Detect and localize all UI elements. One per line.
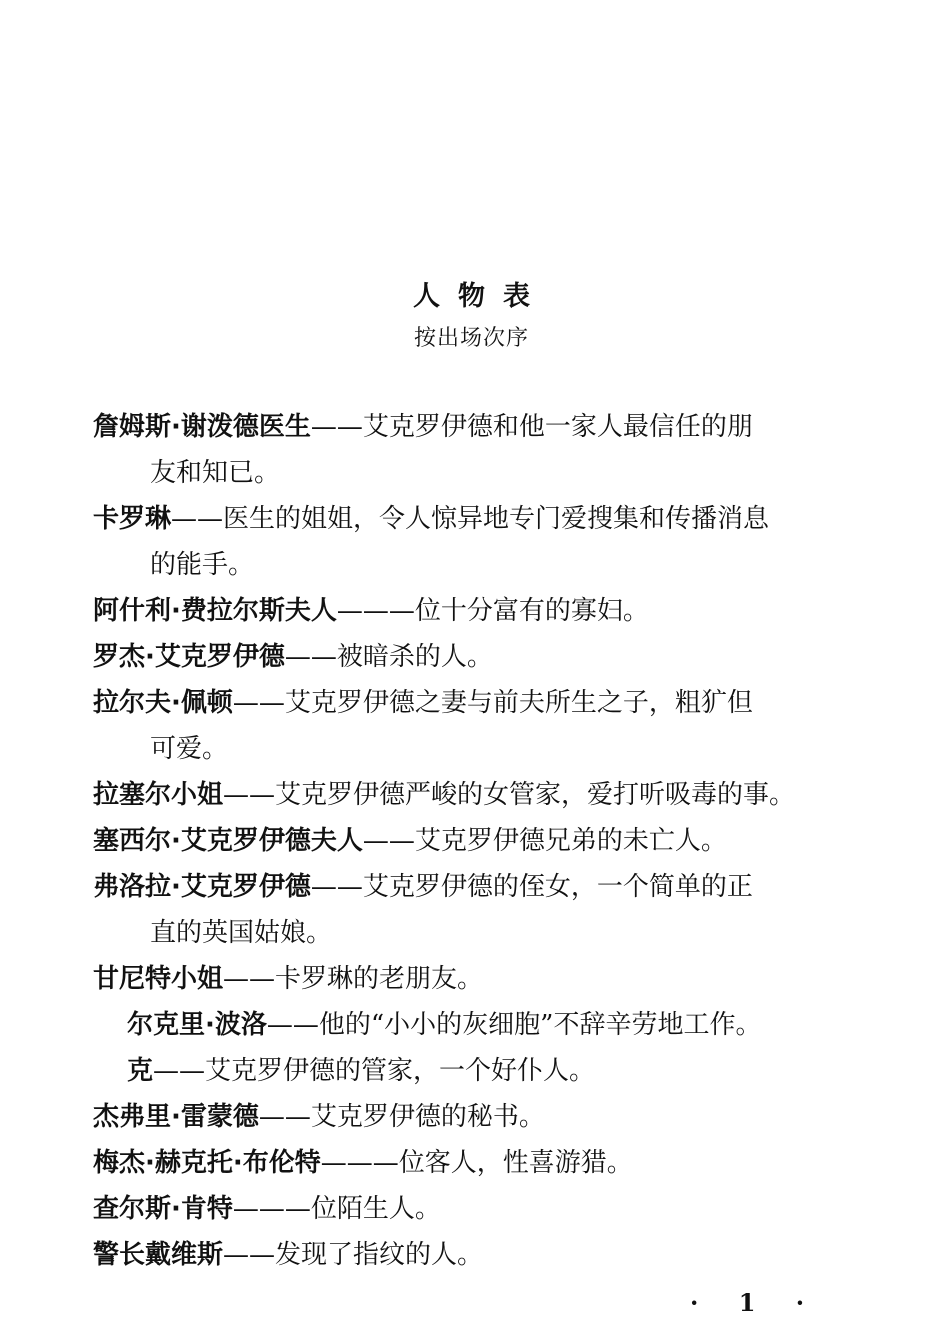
character-description-continued: 友和知已。: [150, 458, 281, 488]
character-description: ——被暗杀的人。: [284, 642, 493, 672]
character-description: ———位陌生人。: [232, 1194, 441, 1224]
character-entry: [93, 588, 838, 634]
page-subtitle: 按出场次序: [413, 326, 529, 351]
character-name: 詹姆斯·谢泼德医生: [93, 412, 311, 442]
character-description: ——他的“小小的灰细胞”不辞辛劳地工作。: [266, 1010, 762, 1040]
character-description: ——艾克罗伊德之妻与前夫所生之子，粗犷但: [232, 688, 753, 718]
character-description: ——艾克罗伊德严峻的女管家，爱打听吸毒的事。: [223, 780, 796, 810]
character-name: 查尔斯·肯特: [93, 1194, 233, 1224]
character-name: 弗洛拉·艾克罗伊德: [93, 872, 311, 902]
character-entry: [93, 1002, 838, 1048]
character-description: ——艾克罗伊德的管家，一个好仆人。: [153, 1056, 596, 1086]
character-description: ——医生的姐姐，令人惊异地专门爱搜集和传播消息: [171, 504, 770, 534]
character-description: ———位十分富有的寡妇。: [336, 596, 649, 626]
character-name: 塞西尔·艾克罗伊德夫人: [93, 826, 363, 856]
character-entry: [93, 680, 838, 726]
character-description: ——艾克罗伊德兄弟的未亡人。: [362, 826, 727, 856]
character-name: 杰弗里·雷蒙德: [93, 1102, 259, 1132]
character-name: 拉塞尔小姐: [93, 780, 224, 810]
character-name: 梅杰·赫克托·布伦特: [93, 1148, 321, 1178]
character-entry: [93, 634, 838, 680]
character-name: 警长戴维斯: [93, 1240, 224, 1270]
character-name: 尔克里·波洛: [127, 1010, 267, 1040]
character-entry: [93, 1140, 838, 1186]
character-description-continued: 直的英国姑娘。: [150, 918, 333, 948]
character-description: ——卡罗琳的老朋友。: [223, 964, 484, 994]
character-list: [93, 404, 838, 1278]
page-title: 人物表: [413, 281, 548, 312]
character-entry: [93, 818, 838, 864]
character-description-continued: 可爱。: [150, 734, 229, 764]
character-description: ——艾克罗伊德的侄女，一个简单的正: [310, 872, 753, 902]
character-name: 阿什利·费拉尔斯夫人: [93, 596, 337, 626]
character-entry: [93, 1186, 838, 1232]
character-entry: [93, 772, 838, 818]
character-entry: [93, 496, 838, 542]
character-description: ——艾克罗伊德和他一家人最信任的朋: [310, 412, 753, 442]
character-description: ———位客人，性喜游猎。: [320, 1148, 633, 1178]
character-name: 拉尔夫·佩顿: [93, 688, 233, 718]
character-entry: [93, 404, 838, 450]
character-name: 罗杰·艾克罗伊德: [93, 642, 285, 672]
character-description-continued: 的能手。: [150, 550, 255, 580]
character-entry: [93, 864, 838, 910]
character-entry: [93, 1094, 838, 1140]
character-entry: [93, 1048, 838, 1094]
character-name: 甘尼特小姐: [93, 964, 224, 994]
character-entry: [93, 1232, 838, 1278]
character-description: ——艾克罗伊德的秘书。: [258, 1102, 545, 1132]
character-name: 卡罗琳: [93, 504, 172, 534]
character-entry: [93, 956, 838, 1002]
character-description: ——发现了指纹的人。: [223, 1240, 484, 1270]
character-name: 克: [127, 1056, 154, 1086]
page-number: · 1 ·: [690, 1288, 821, 1317]
